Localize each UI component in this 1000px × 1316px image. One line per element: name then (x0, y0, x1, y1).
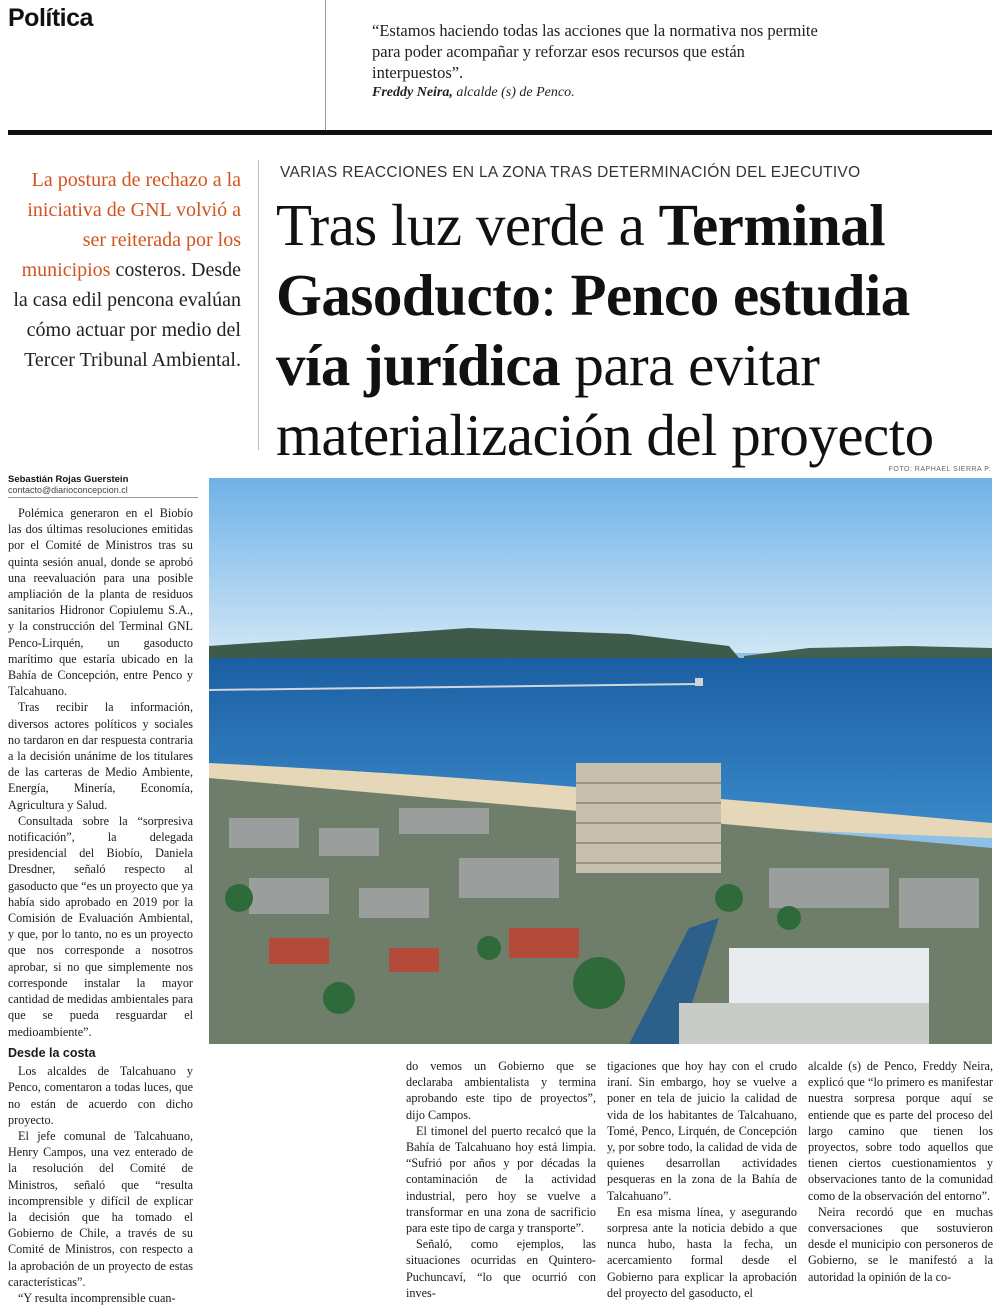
photo-credit: FOTO: RAPHAEL SIERRA P. (888, 466, 991, 473)
paragraph: “Y resulta incomprensible cuan- (18, 1291, 176, 1306)
headline-bold: Terminal Gasoducto (276, 192, 886, 328)
paragraph: Neira recordó que en muchas conversaciones que sostuvieron desde el municipio con personeros de Gobierno, se le manifestó a la autoridad la opinión de la co- (808, 1204, 993, 1284)
headline-part: : (540, 262, 571, 328)
author-email: contacto@diarioconcepcion.cl (8, 485, 128, 495)
headline (276, 190, 992, 470)
paragraph: alcalde (s) de Penco, Freddy Neira, explicó que “lo primero es manifestar nuestra sorpresa porque aquí se entiende que es parte del proceso del largo camino que tienen los proyectos, sobre todo aquellos que tienen ciertos cuestionamientos y observaciones tanto de la comunidad como de la observación del entorno”. (808, 1059, 993, 1203)
paragraph: El timonel del puerto recalcó que la Bahía de Talcahuano hoy está limpia. “Sufrió por años y por décadas la contaminación de la actividad industrial, pero hoy se vuelve a transformar en una zona de sacrificio para este tipo de carga y transporte”. (406, 1123, 596, 1236)
paragraph: do vemos un Gobierno que se declaraba ambientalista y termina aprobando este tipo de proyectos”, dijo Campos. (406, 1059, 596, 1122)
paragraph: El jefe comunal de Talcahuano, Henry Campos, una vez enterado de la resolución del Comité de Ministros, señaló que “resulta incomprensible y difícil de explicar la decisión que ha tomado el Gobierno de Chile, a través de su Comité de Ministros, con respecto a la aprobación de un proyecto de estas características”. (8, 1129, 193, 1289)
lede-divider (258, 160, 259, 450)
body-column-4 (808, 1058, 993, 1285)
paragraph: Consultada sobre la “sorpresiva notificación”, la delegada presidencial del Biobío, Daniela Dresdner, señaló respecto al gasoducto que “es un proyecto que ya había sido aprobado en 2019 por la Comisión de Evaluación Ambiental, y que, por lo tanto, no es un proyecto que nos corresponde a nosotros aprobar, si no que simplemente nos corresponde instalar la mayor cantidad de medidas ambientales para que se pueda resguardar el medioambiente”. (8, 813, 193, 1039)
body-column-1-continued (8, 1045, 193, 1306)
article-photo (209, 478, 992, 1044)
subheading: Desde la costa (8, 1046, 96, 1060)
headline-part: para evitar materialización del proyecto (276, 332, 934, 468)
body-column-2 (406, 1058, 596, 1301)
paragraph: Tras recibir la información, diversos actores políticos y sociales no tardaron en dar respuesta contraria a la decisión unánime de los titulares de las carteras de Medio Ambiente, Energía, Minería, Economía, Agricultura y Salud. (8, 700, 193, 812)
paragraph: Señaló, como ejemplos, las situaciones ocurridas en Quintero-Puchuncaví, “lo que ocurrió con inves- (406, 1237, 596, 1300)
pull-quote (372, 20, 832, 103)
pull-quote-text: “Estamos haciendo todas las acciones que la normativa nos permite para poder acompañar y reforzar esos recursos que están interpuestos”. (372, 21, 818, 82)
headline-bold: Penco estudia vía jurídica (276, 262, 910, 398)
pull-quote-role: alcalde (s) de Penco. (452, 85, 575, 100)
byline-rule (8, 497, 198, 498)
pull-quote-attribution (372, 83, 832, 103)
paragraph: Polémica generaron en el Biobío las dos últimas resoluciones emitidas por el Comité de Ministros tras su quinta sesión anual, donde se aprobó una reevaluación para una posible ampliación de la planta de residuos sanitarios Hidronor Copiulemu S.A., y la construcción del Terminal GNL Penco-Lirquén, un gasoducto marítimo que estaría ubicado en la Bahía de Concepción, entre Penco y Talcahuano. (8, 506, 193, 699)
paragraph: Los alcaldes de Talcahuano y Penco, comentaron a todas luces, que no están de acuerdo con dicho proyecto. (8, 1064, 193, 1127)
body-column-3 (607, 1058, 797, 1301)
headline-part: Tras luz verde a (276, 192, 659, 258)
paragraph: En esa misma línea, y asegurando sorpresa ante la noticia debido a que nunca hubo, hasta la fecha, un acercamiento formal desde el Gobierno para explicar la aprobación del proyecto del gasoducto, el (607, 1204, 797, 1300)
top-divider (325, 0, 326, 130)
lede-text: costeros. Desde la casa edil pencona evalúan cómo actuar por medio del Tercer Tribunal Ambiental. (13, 259, 241, 371)
kicker: VARIAS REACCIONES EN LA ZONA TRAS DETERMINACIÓN DEL EJECUTIVO (280, 164, 861, 181)
paragraph: tigaciones que hoy hay con el crudo iraní. Sin embargo, hoy se vuelve a poner en tela de juicio la calidad de vida de los habitantes de Talcahuano, Tomé, Penco, Lirquén, de Concepción y, por sobre todo, la calidad de vida de quienes desarrollan actividades pesqueras en la zona de la Bahía de Talcahuano”. (607, 1059, 797, 1203)
pull-quote-author: Freddy Neira, (372, 85, 453, 100)
body-column-1 (8, 505, 193, 1040)
lede (8, 165, 241, 375)
section-rule (8, 130, 992, 135)
byline (8, 474, 198, 498)
section-label: Política (8, 4, 93, 32)
author-name: Sebastián Rojas Guerstein (8, 474, 129, 485)
aerial-photo-illustration (209, 478, 992, 1044)
lede-highlight: La postura de rechazo a la iniciativa de GNL volvió a ser reiterada por los municipios (21, 169, 241, 281)
